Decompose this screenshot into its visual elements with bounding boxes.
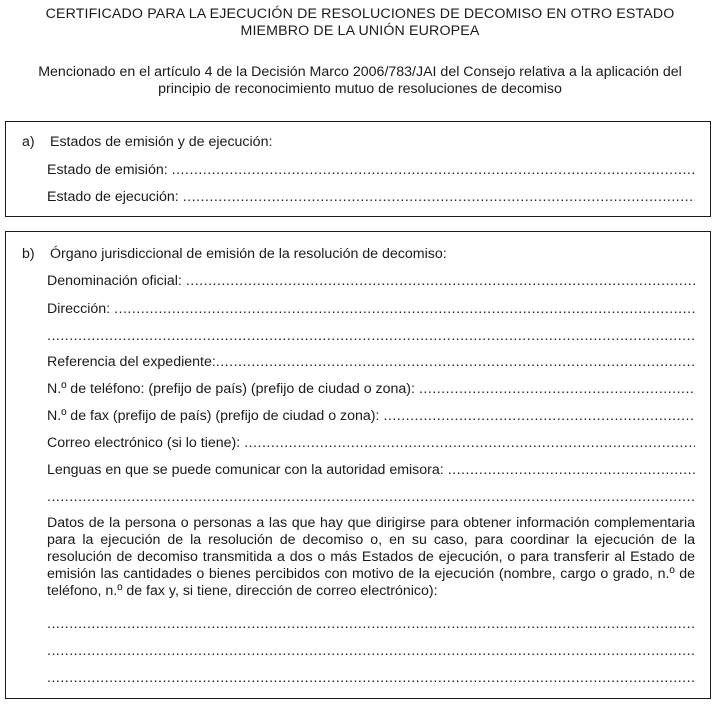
fill-in-line[interactable] (47, 488, 695, 506)
field-label: Lenguas en que se puede comunicar con la autoridad emisora: (47, 462, 444, 478)
field-estado-emision[interactable] (47, 161, 695, 179)
field-label: Dirección: (47, 301, 111, 317)
field-lenguas[interactable] (47, 461, 695, 479)
fill-in-line[interactable] (47, 615, 695, 633)
field-lenguas-continued[interactable] (47, 488, 695, 506)
section-b-heading (22, 245, 447, 263)
section-a-heading (22, 133, 272, 151)
field-label: N.º de fax (prefijo de país) (prefijo de ciudad o zona): (47, 408, 380, 424)
fill-in-line[interactable] (216, 353, 695, 371)
fill-in-line[interactable] (448, 461, 695, 479)
fill-in-line[interactable] (383, 407, 695, 425)
section-b-heading-text: Órgano jurisdiccional de emisión de la resolución de decomiso: (50, 246, 447, 262)
field-telefono[interactable] (47, 380, 695, 398)
fill-in-line[interactable] (244, 434, 695, 452)
title-line-1: CERTIFICADO PARA LA EJECUCIÓN DE RESOLUCIONES DE DECOMISO EN OTRO ESTADO (45, 6, 675, 22)
section-a-box (5, 121, 711, 217)
field-label: Estado de ejecución: (47, 189, 179, 205)
field-contact-line-2[interactable] (47, 642, 695, 660)
fill-in-line[interactable] (183, 188, 695, 206)
field-label: Referencia del expediente: (47, 354, 216, 370)
contact-persons-paragraph: Datos de la persona o personas a las que hay que dirigirse para obtener información complementaria para la ejecución de la resolución de decomiso o, en su caso, para coordinar la ejecución de la resolución de decomiso transmitida a dos o más Estados de ejecución, o para transferir al Estado de emisión las cantidades o bienes percibidos con motivo de la ejecución (nombre, cargo o grado, n.º de teléfono, n.º de fax y, si tiene, dirección de correo electrónico): (47, 515, 695, 599)
field-label: Correo electrónico (si lo tiene): (47, 435, 241, 451)
section-a-letter: a) (22, 134, 35, 150)
fill-in-line[interactable] (419, 380, 695, 398)
field-direccion[interactable] (47, 300, 695, 318)
field-contact-line-1[interactable] (47, 615, 695, 633)
section-a-heading-text: Estados de emisión y de ejecución: (50, 134, 273, 150)
fill-in-line[interactable] (47, 642, 695, 660)
fill-in-line[interactable] (114, 300, 695, 318)
fill-in-line[interactable] (47, 669, 695, 687)
field-label: Denominación oficial: (47, 273, 182, 289)
fill-in-line[interactable] (172, 161, 695, 179)
subtitle-line-2: principio de reconocimiento mutuo de resoluciones de decomiso (158, 81, 562, 97)
field-contact-line-3[interactable] (47, 669, 695, 687)
field-label: Estado de emisión: (47, 162, 168, 178)
subtitle-line-1: Mencionado en el artículo 4 de la Decisión Marco 2006/783/JAI del Consejo relativa a la aplicación del (38, 64, 682, 80)
document-title (4, 6, 716, 40)
fill-in-line[interactable] (186, 272, 695, 290)
section-b-box (5, 231, 711, 699)
field-label: N.º de teléfono: (prefijo de país) (prefijo de ciudad o zona): (47, 381, 415, 397)
field-correo-electronico[interactable] (47, 434, 695, 452)
field-direccion-continued[interactable] (47, 327, 695, 345)
field-fax[interactable] (47, 407, 695, 425)
section-b-letter: b) (22, 246, 35, 262)
field-denominacion-oficial[interactable] (47, 272, 695, 290)
fill-in-line[interactable] (47, 327, 695, 345)
field-estado-ejecucion[interactable] (47, 188, 695, 206)
field-referencia-expediente[interactable] (47, 353, 695, 371)
document-subtitle (4, 64, 716, 98)
title-line-2: MIEMBRO DE LA UNIÓN EUROPEA (240, 23, 480, 39)
